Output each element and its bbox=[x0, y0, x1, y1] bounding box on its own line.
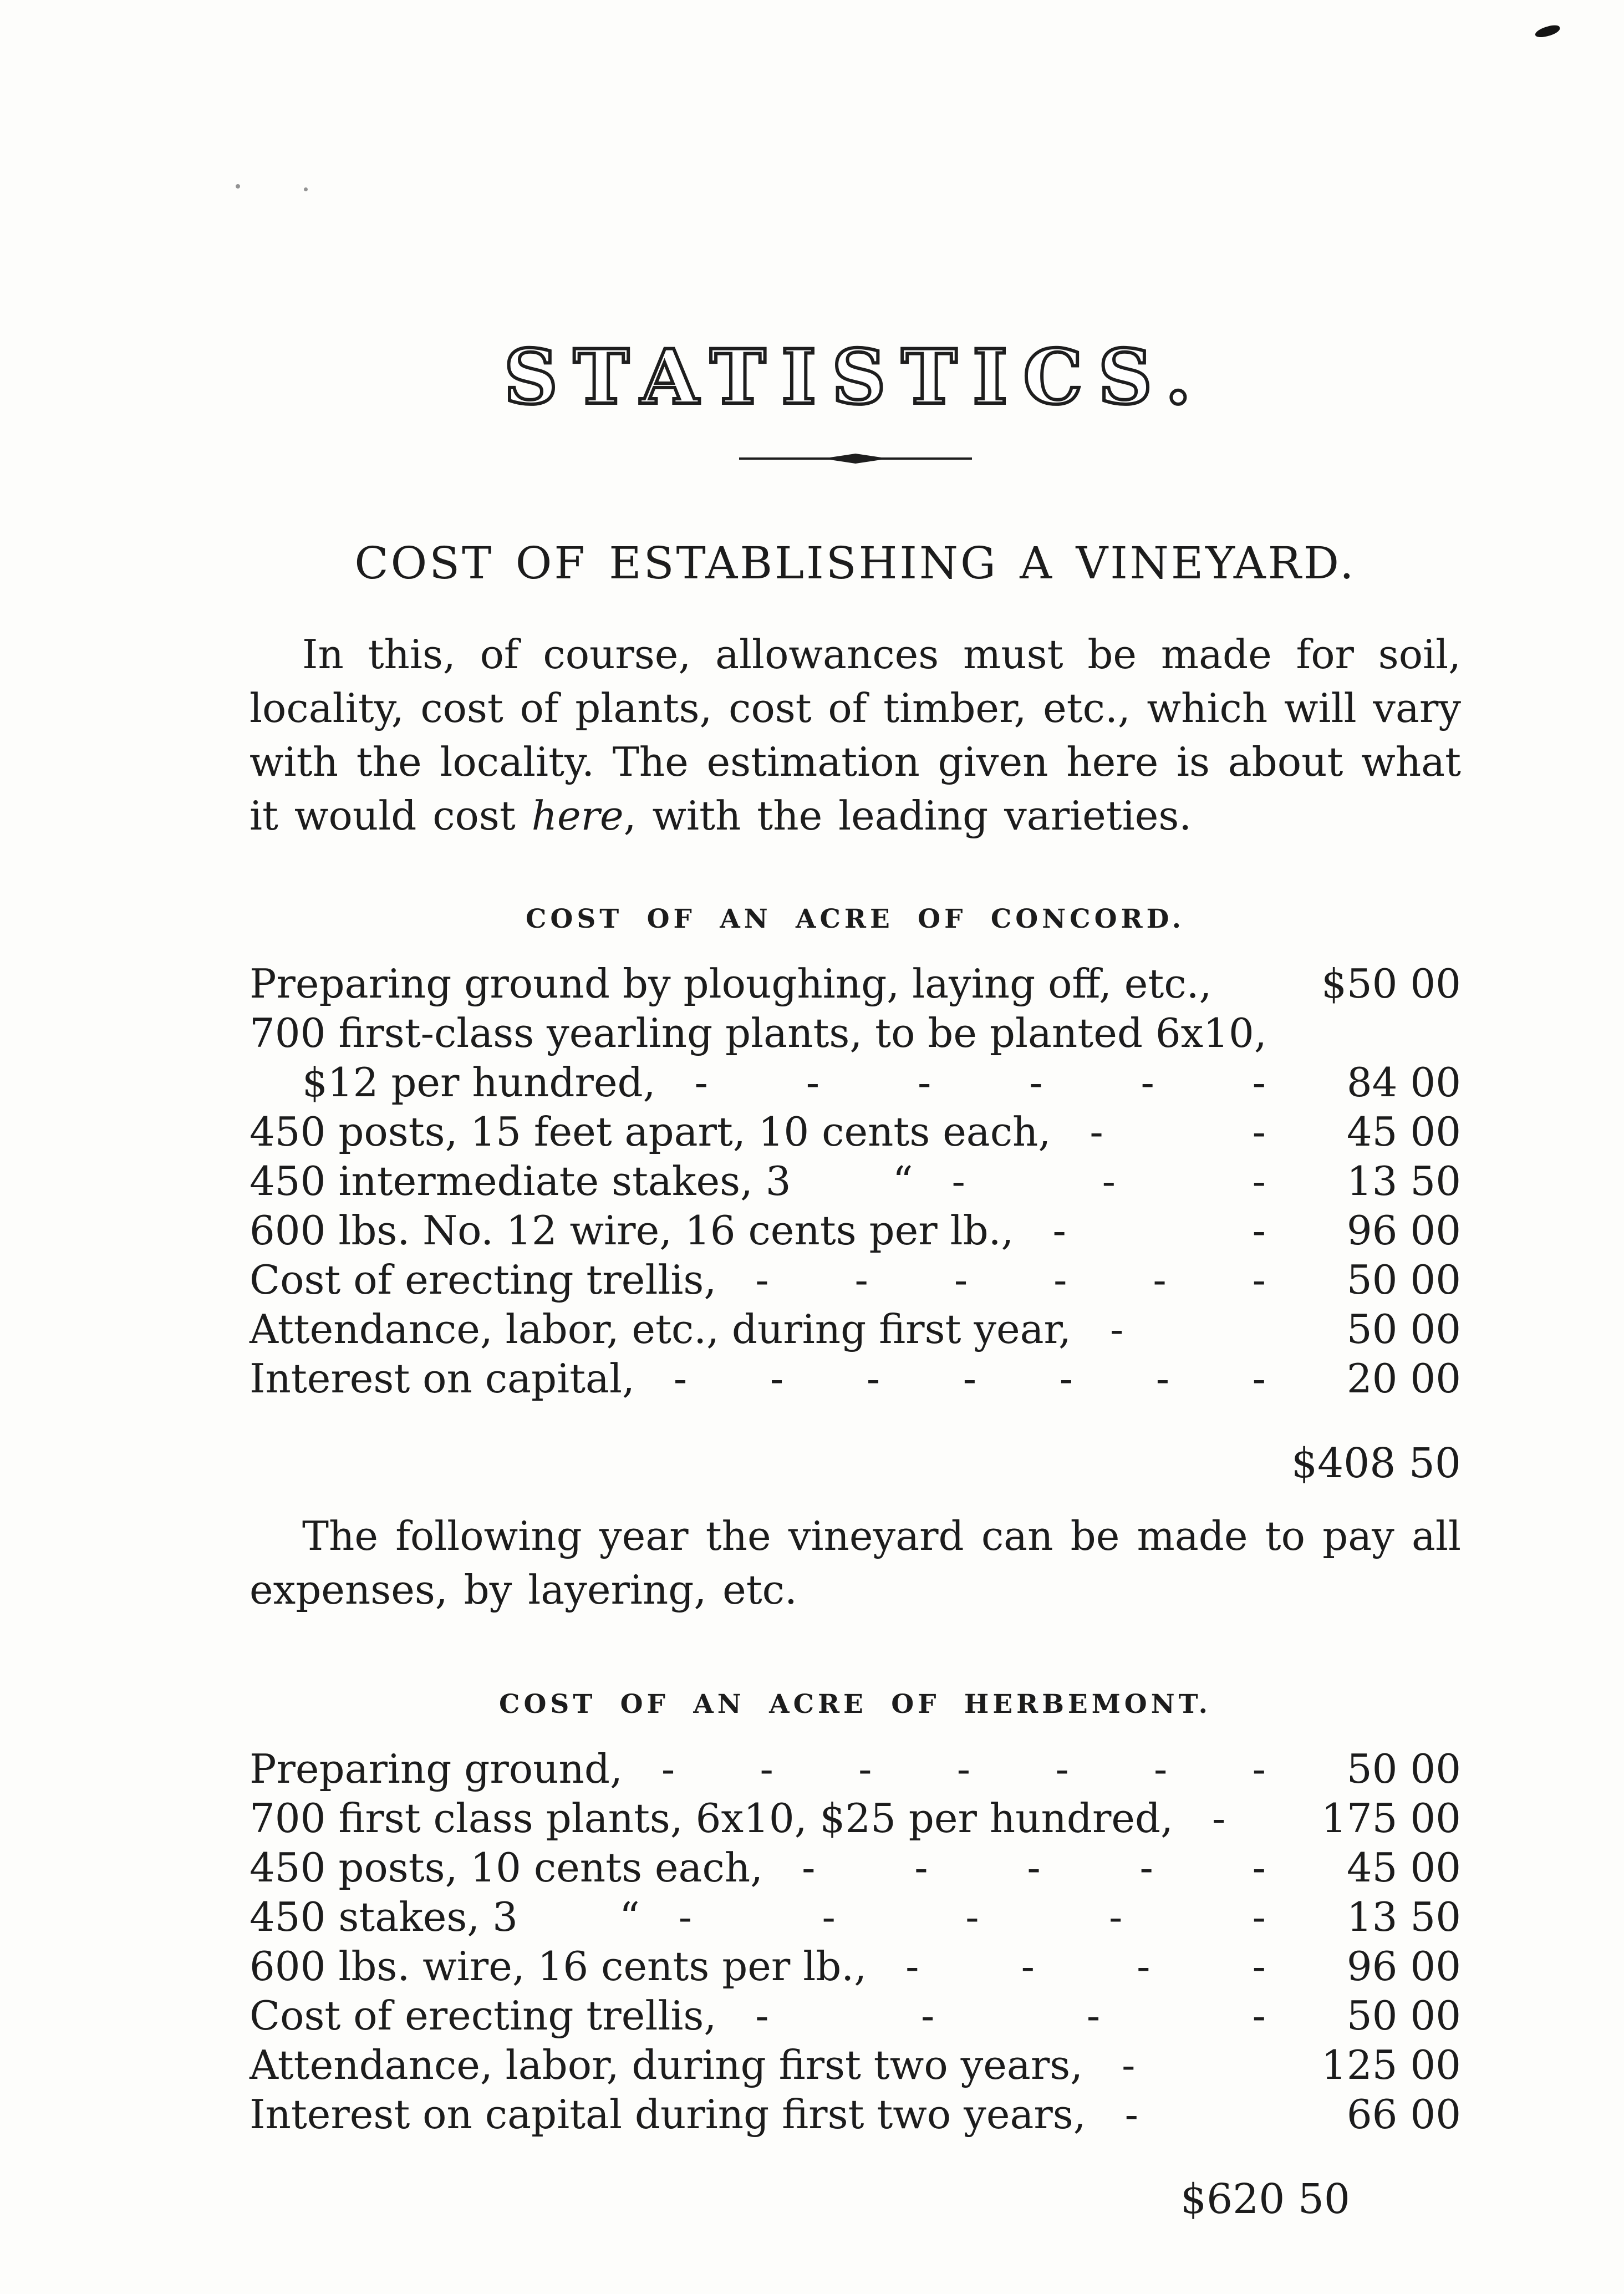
concord-table-heading: COST OF AN ACRE OF CONCORD. bbox=[525, 904, 1185, 934]
section-divider bbox=[250, 451, 1461, 468]
intro-text-1: In this, of course, allowances must be made for soil, locality, cost of plants, cost of timber, etc., which will vary with the locality. The estimation given here is about what it would cost bbox=[250, 631, 1461, 839]
table-row bbox=[250, 2041, 1461, 2090]
table-row bbox=[250, 1942, 1461, 1991]
ink-dot bbox=[236, 184, 240, 189]
table-row bbox=[250, 1206, 1461, 1255]
leader-dashes: - - - - - - bbox=[694, 1059, 1267, 1106]
concord-cost-table bbox=[250, 959, 1461, 1403]
leader-dashes: - - - - bbox=[905, 1943, 1267, 1990]
cost-item-description: Preparing ground by ploughing, laying off, etc., bbox=[250, 960, 1212, 1007]
table-row bbox=[250, 959, 1461, 1009]
page-title: STATISTICS. bbox=[503, 333, 1207, 421]
page-content bbox=[250, 0, 1461, 2223]
table-row bbox=[250, 1107, 1461, 1157]
cost-item-description: 600 lbs. No. 12 wire, 16 cents per lb., bbox=[250, 1207, 1014, 1254]
table-row bbox=[250, 1893, 1461, 1942]
cost-item-description: Preparing ground, bbox=[250, 1746, 623, 1792]
ink-speck bbox=[1534, 24, 1561, 39]
table-row bbox=[250, 1794, 1461, 1843]
leader-dashes: - bbox=[1124, 2091, 1139, 2138]
leader-dashes: - - - - - bbox=[802, 1844, 1267, 1891]
cost-item-description: Cost of erecting trellis, bbox=[250, 1992, 717, 2039]
table-row bbox=[250, 1305, 1461, 1354]
table-row bbox=[250, 1354, 1461, 1403]
cost-item-description: 450 intermediate stakes, 3 “ bbox=[250, 1158, 913, 1204]
intro-italic-word: here bbox=[531, 792, 624, 839]
cost-amount: 50 00 bbox=[1346, 1992, 1461, 2039]
section-heading: COST OF ESTABLISHING A VINEYARD. bbox=[354, 537, 1356, 589]
cost-amount: $50 00 bbox=[1321, 960, 1461, 1007]
cost-amount: 50 00 bbox=[1346, 1746, 1461, 1792]
cost-amount: 13 50 bbox=[1346, 1894, 1461, 1940]
table-row bbox=[250, 2090, 1461, 2139]
table-row bbox=[250, 1991, 1461, 2041]
cost-amount: 125 00 bbox=[1321, 2042, 1461, 2088]
leader-dashes: - - - bbox=[951, 1158, 1267, 1204]
intro-paragraph bbox=[250, 628, 1461, 843]
cost-amount: 66 00 bbox=[1346, 2091, 1461, 2138]
table-row bbox=[250, 1058, 1461, 1107]
cost-item-description: 450 posts, 15 feet apart, 10 cents each, bbox=[250, 1108, 1051, 1155]
herbemont-table-heading: COST OF AN ACRE OF HERBEMONT. bbox=[499, 1689, 1211, 1720]
cost-amount: 45 00 bbox=[1346, 1108, 1461, 1155]
cost-amount: 13 50 bbox=[1346, 1158, 1461, 1204]
leader-dashes: - - - - - - bbox=[755, 1257, 1267, 1303]
cost-amount: 20 00 bbox=[1346, 1355, 1461, 1402]
divider-ornament-icon bbox=[739, 451, 972, 466]
herbemont-total: $620 50 bbox=[1180, 2175, 1350, 2223]
cost-item-description: 450 stakes, 3 “ bbox=[250, 1894, 640, 1940]
cost-item-description: Interest on capital during first two years, bbox=[250, 2091, 1086, 2138]
table-row bbox=[250, 1009, 1461, 1058]
cost-amount: 175 00 bbox=[1321, 1795, 1461, 1842]
cost-amount: 96 00 bbox=[1346, 1207, 1461, 1254]
cost-item-description: $12 per hundred, bbox=[302, 1059, 656, 1106]
cost-item-description: Interest on capital, bbox=[250, 1355, 635, 1402]
cost-item-description: 450 posts, 10 cents each, bbox=[250, 1844, 763, 1891]
cost-amount: 96 00 bbox=[1346, 1943, 1461, 1990]
leader-dashes: - bbox=[1109, 1306, 1125, 1352]
table-row bbox=[250, 1157, 1461, 1206]
table-row bbox=[250, 1255, 1461, 1305]
table-row bbox=[250, 1744, 1461, 1794]
cost-amount: 50 00 bbox=[1346, 1257, 1461, 1303]
intro-text-2: , with the leading varieties. bbox=[623, 792, 1192, 839]
leader-dashes: - - - - - - - bbox=[661, 1746, 1267, 1792]
cost-item-description: Attendance, labor, during first two years, bbox=[250, 2042, 1083, 2088]
cost-amount: 50 00 bbox=[1346, 1306, 1461, 1352]
leader-dashes: - - - - - - - bbox=[673, 1355, 1267, 1402]
concord-total: $408 50 bbox=[1291, 1440, 1461, 1487]
cost-item-description: Cost of erecting trellis, bbox=[250, 1257, 717, 1303]
leader-dashes: - - bbox=[1090, 1108, 1267, 1155]
cost-item-description: 600 lbs. wire, 16 cents per lb., bbox=[250, 1943, 867, 1990]
leader-dashes: - bbox=[1122, 2042, 1137, 2088]
leader-dashes: - bbox=[1211, 1795, 1227, 1842]
cost-amount: 84 00 bbox=[1346, 1059, 1461, 1106]
cost-item-description: Attendance, labor, etc., during first year, bbox=[250, 1306, 1071, 1352]
leader-dashes: - - - - bbox=[755, 1992, 1267, 2039]
interlude-paragraph: The following year the vineyard can be made to pay all expenses, by layering, etc. bbox=[250, 1513, 1461, 1613]
cost-amount: 45 00 bbox=[1346, 1844, 1461, 1891]
leader-dashes: - - - - - bbox=[678, 1894, 1267, 1940]
table-row bbox=[250, 1843, 1461, 1893]
cost-item-description: 700 first-class yearling plants, to be planted 6x10, bbox=[250, 1010, 1267, 1056]
herbemont-cost-table bbox=[250, 1744, 1461, 2139]
leader-dashes: - - bbox=[1052, 1207, 1267, 1254]
cost-item-description: 700 first class plants, 6x10, $25 per hundred, bbox=[250, 1795, 1173, 1842]
